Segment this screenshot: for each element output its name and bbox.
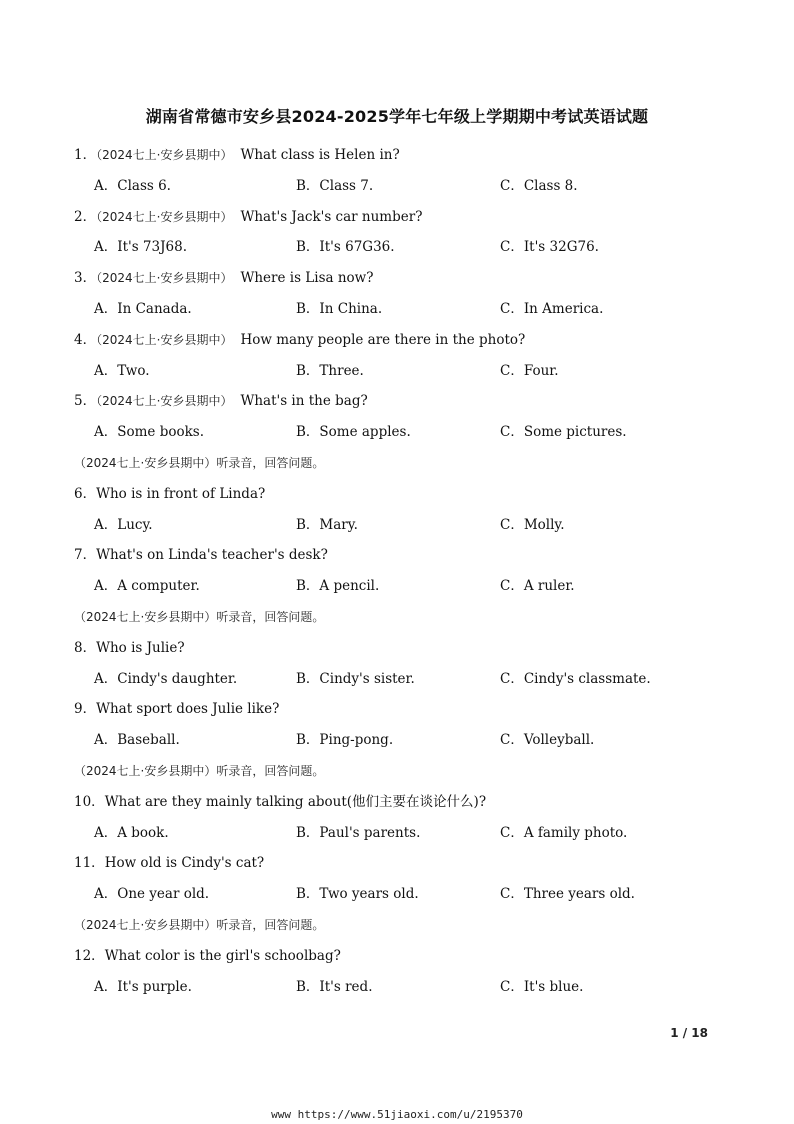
option-b[interactable]: B．Paul's parents.: [296, 824, 421, 841]
instruction-text: 听录音，回答问题。: [216, 609, 325, 624]
option-a[interactable]: A．In Canada.: [94, 300, 192, 317]
instruction-text: 听录音，回答问题。: [216, 763, 325, 778]
options-row: [74, 417, 714, 448]
question-stem: [74, 386, 714, 417]
option-b[interactable]: B．Two years old.: [296, 886, 419, 903]
option-c[interactable]: C．Four.: [500, 362, 559, 379]
source-label: （2024七上·安乡县期中）: [96, 209, 233, 224]
question-number: 2．: [74, 208, 97, 225]
question-number: 10．: [74, 793, 105, 810]
option-b[interactable]: B．It's red.: [296, 978, 373, 995]
question-stem: [74, 140, 714, 171]
source-label: （2024七上·安乡县期中）: [74, 763, 217, 778]
source-label: （2024七上·安乡县期中）: [96, 271, 233, 286]
section-header: [74, 910, 714, 941]
option-a[interactable]: A．One year old.: [94, 886, 210, 903]
option-c[interactable]: C．In America.: [500, 300, 604, 317]
watermark-url: www https://www.51jiaoxi.com/u/2195370: [271, 1108, 523, 1121]
section-header: [74, 602, 714, 633]
option-b[interactable]: B．Mary.: [296, 516, 358, 533]
question-number: 5．: [74, 393, 97, 410]
options-row: [74, 725, 714, 756]
option-b[interactable]: B．It's 67G36.: [296, 239, 395, 256]
option-b[interactable]: B．Some apples.: [296, 424, 411, 441]
option-b[interactable]: B．Ping-pong.: [296, 732, 394, 749]
source-label: （2024七上·安乡县期中）: [74, 609, 217, 624]
option-c[interactable]: C．A ruler.: [500, 578, 575, 595]
question-number: 9．: [74, 701, 97, 718]
source-label: （2024七上·安乡县期中）: [74, 455, 217, 470]
option-c[interactable]: C．It's blue.: [500, 978, 584, 995]
question-text: What's on Linda's teacher's desk?: [96, 547, 328, 564]
question-text: What class is Helen in?: [240, 147, 400, 163]
question-text: What color is the girl's schoolbag?: [104, 947, 341, 964]
option-c[interactable]: C．Some pictures.: [500, 424, 627, 441]
question-text: What's in the bag?: [240, 393, 368, 410]
source-label: （2024七上·安乡县期中）: [96, 332, 233, 347]
option-b[interactable]: B．In China.: [296, 300, 383, 317]
question-text: How many people are there in the photo?: [240, 331, 526, 348]
option-a[interactable]: A．A computer.: [94, 578, 200, 595]
options-row: [74, 171, 714, 202]
question-stem: [74, 263, 714, 294]
option-a[interactable]: A．Some books.: [94, 424, 205, 441]
section-header: [74, 448, 714, 479]
question-list: [74, 140, 714, 1002]
option-c[interactable]: C．Class 8.: [500, 177, 578, 194]
question-stem: [74, 540, 714, 571]
option-a[interactable]: A．It's 73J68.: [94, 239, 187, 256]
options-row: [74, 879, 714, 910]
option-a[interactable]: A．Cindy's daughter.: [94, 670, 238, 687]
options-row: [74, 972, 714, 1003]
question-text: Who is Julie?: [96, 639, 185, 656]
question-text: What sport does Julie like?: [96, 701, 280, 718]
question-stem: [74, 787, 714, 818]
instruction-text: 听录音，回答问题。: [216, 917, 325, 932]
option-a[interactable]: A．Lucy.: [94, 516, 153, 533]
option-a[interactable]: A．Class 6.: [94, 177, 171, 194]
question-number: 11．: [74, 855, 105, 872]
option-c[interactable]: C．Volleyball.: [500, 732, 595, 749]
options-row: [74, 510, 714, 541]
question-number: 1．: [74, 147, 97, 163]
question-text: How old is Cindy's cat?: [104, 855, 265, 872]
source-label: （2024七上·安乡县期中）: [96, 148, 233, 162]
document-title: 湖南省常德市安乡县2024-2025学年七年级上学期期中考试英语试题: [145, 107, 649, 126]
section-header: [74, 756, 714, 787]
instruction-text: 听录音，回答问题。: [216, 455, 325, 470]
option-a[interactable]: A．Baseball.: [94, 732, 180, 749]
option-b[interactable]: B．A pencil.: [296, 578, 380, 595]
question-stem: [74, 848, 714, 879]
option-a[interactable]: A．A book.: [94, 824, 169, 841]
source-label: （2024七上·安乡县期中）: [74, 917, 217, 932]
question-stem: [74, 694, 714, 725]
question-stem: [74, 941, 714, 972]
question-stem: [74, 202, 714, 233]
question-text: Who is in front of Linda?: [96, 485, 266, 502]
options-row: [74, 294, 714, 325]
option-c[interactable]: C．It's 32G76.: [500, 239, 599, 256]
question-number: 6．: [74, 485, 97, 502]
option-c[interactable]: C．Three years old.: [500, 886, 635, 903]
option-a[interactable]: A．Two.: [94, 362, 150, 379]
question-number: 4．: [74, 331, 97, 348]
source-label: （2024七上·安乡县期中）: [96, 394, 233, 409]
options-row: [74, 356, 714, 387]
question-stem: [74, 479, 714, 510]
option-b[interactable]: B．Three.: [296, 362, 364, 379]
options-row: [74, 818, 714, 849]
question-stem: [74, 633, 714, 664]
question-text: What are they mainly talking about(他们主要在谈论什么)?: [104, 793, 487, 810]
option-c[interactable]: C．Cindy's classmate.: [500, 670, 651, 687]
question-text: Where is Lisa now?: [240, 270, 374, 287]
question-stem: [74, 325, 714, 356]
page-number: 1 / 18: [670, 1026, 708, 1040]
question-number: 12．: [74, 947, 105, 964]
option-c[interactable]: C．A family photo.: [500, 824, 628, 841]
question-number: 7．: [74, 547, 97, 564]
option-b[interactable]: B．Cindy's sister.: [296, 670, 415, 687]
option-b[interactable]: B．Class 7.: [296, 177, 374, 194]
option-a[interactable]: A．It's purple.: [94, 978, 192, 995]
options-row: [74, 664, 714, 695]
options-row: [74, 232, 714, 263]
question-number: 8．: [74, 639, 97, 656]
options-row: [74, 571, 714, 602]
question-text: What's Jack's car number?: [240, 208, 423, 225]
question-number: 3．: [74, 270, 97, 287]
option-c[interactable]: C．Molly.: [500, 516, 565, 533]
